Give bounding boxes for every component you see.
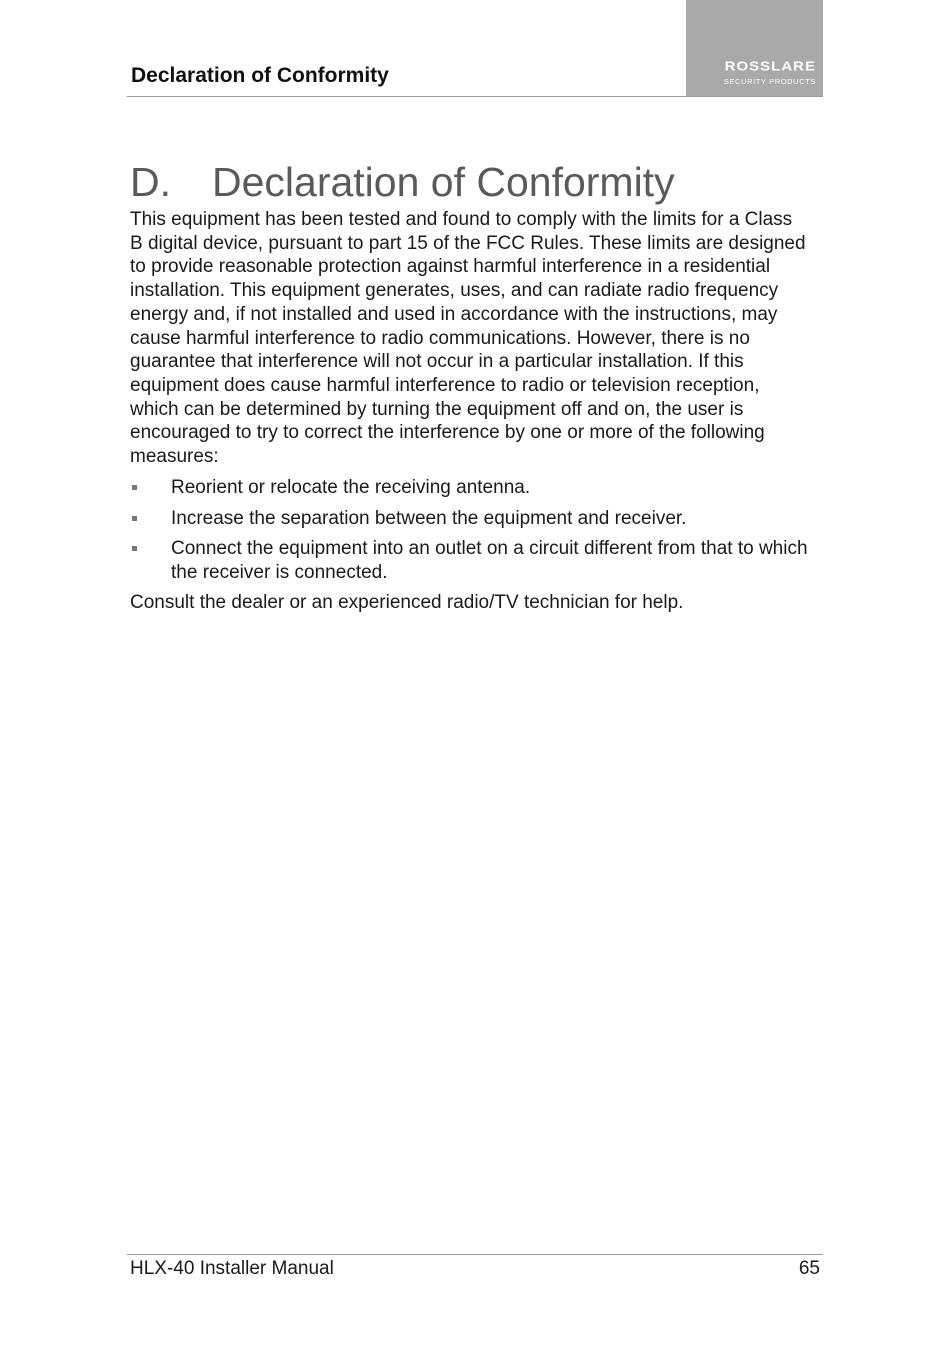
list-item [130, 537, 810, 584]
logo-tagline: SECURITY PRODUCTS [723, 77, 816, 86]
list-item-text: Reorient or relocate the receiving antenna. [171, 477, 531, 498]
header-title: Declaration of Conformity [131, 64, 389, 87]
footer-divider [127, 1254, 823, 1255]
measures-list [130, 476, 810, 592]
section-title: Declaration of Conformity [212, 159, 675, 206]
list-item-text: Increase the separation between the equipment and receiver. [171, 507, 687, 529]
square-bullet-icon [132, 485, 137, 490]
footer-manual-title: HLX-40 Installer Manual [130, 1258, 334, 1279]
page-header [127, 0, 823, 97]
body-paragraph: This equipment has been tested and found to comply with the limits for a Class B digital device, pursuant to part 15 of the FCC Rules. These limits are designed to provide reasonable protection against harmful interference in a residential installation. This equipment generates, uses, and can radiate radio frequency energy and, if not installed and used in accordance with the instructions, may cause harmful interference to radio communications. However, there is no guarantee that interference will not occur in a particular installation. If this equipment does cause harmful interference to radio or television reception, which can be determined by turning the equipment off and on, the user is encouraged to try to correct the interference by one or more of the following measures: [130, 209, 806, 468]
list-item [130, 476, 810, 500]
page-number: 65 [798, 1258, 820, 1279]
section-letter: D. [130, 159, 171, 206]
closing-paragraph: Consult the dealer or an experienced radio/TV technician for help. [130, 592, 684, 613]
square-bullet-icon [132, 516, 137, 521]
rosslare-logo [686, 0, 823, 96]
list-item [130, 507, 810, 531]
list-item-text: Connect the equipment into an outlet on a circuit different from that to which the receiver is connected. [171, 538, 808, 584]
square-bullet-icon [132, 546, 137, 551]
logo-wordmark: ROSSLARE [724, 59, 816, 74]
section-heading [130, 159, 675, 206]
